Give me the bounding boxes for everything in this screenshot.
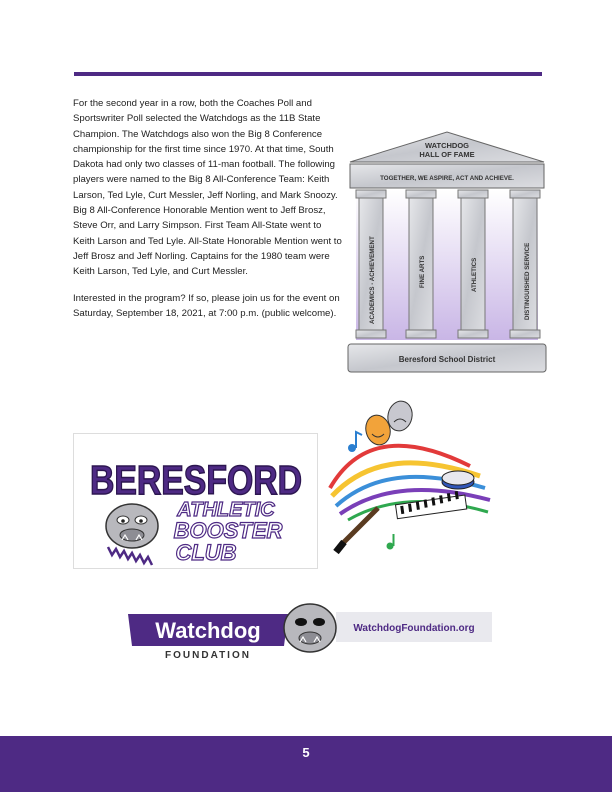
- hof-title-line-1: WATCHDOG: [424, 141, 470, 150]
- foundation-name: Watchdog: [155, 618, 261, 643]
- theater-masks-icon: [363, 399, 415, 448]
- article-body: [73, 96, 343, 332]
- pillar-label-fine-arts: FINE ARTS: [419, 255, 426, 288]
- booster-title: BERESFORD: [90, 457, 302, 503]
- pillar-4: [510, 190, 540, 338]
- hof-motto: TOGETHER, WE ASPIRE, ACT AND ACHIEVE.: [380, 175, 514, 182]
- bulldog-mascot-icon: [106, 504, 158, 565]
- drum-icon: [442, 471, 474, 489]
- piano-keys-icon: [395, 491, 466, 518]
- bulldog-mascot-icon: [284, 604, 336, 652]
- pillar-label-academics: ACADEMICS - ACHIEVEMENT: [369, 236, 376, 324]
- watchdog-foundation-logo: [128, 600, 493, 666]
- booster-line-4: CLUB: [175, 540, 237, 565]
- pillar-3: [458, 190, 488, 338]
- athletic-booster-club-logo: [73, 433, 318, 569]
- hof-title-line-2: HALL OF FAME: [419, 150, 475, 159]
- page-number: 5: [302, 745, 310, 760]
- article-paragraph-1: For the second year in a row, both the Coaches Poll and Sportswriter Poll selected the Watchdogs as the 11B State Champion. The Watchdogs also won the Big 8 Conference championship for the first time since 1970. At that time, South Dakota had only two classes of 11-man football. The following players were named to the Big 8 All-Conference Team: Keith Larson, Ted Lyle, Curt Messler, Jeff Norling, and Mark Snoozy. Big 8 All-Conference Honorable Mention went to Jeff Brosz, Steve Orr, and Larry Simpson. First Team All-State went to Keith Larson and Ted Lyle. All-State Honorable Mention went to Jeff Brosz and Jeff Norling. Captains for the 1980 team were Keith Larson, Ted Lyle, and Curt Messler.: [73, 98, 342, 278]
- article-paragraph-2: Interested in the program? If so, please join us for the event on Saturday, September 18, 2021, at 7:00 p.m. (public welcome).: [73, 292, 340, 319]
- pillar-label-athletics: ATHLETICS: [471, 257, 478, 292]
- hof-base-label: Beresford School District: [398, 355, 496, 364]
- hall-of-fame-illustration: [344, 126, 550, 378]
- foundation-subtitle: FOUNDATION: [165, 650, 251, 661]
- top-divider: [74, 72, 542, 76]
- fine-arts-illustration: [320, 396, 500, 572]
- booster-line-3: BOOSTER: [173, 518, 283, 543]
- foundation-website: WatchdogFoundation.org: [353, 623, 475, 634]
- booster-line-2: ATHLETIC: [177, 499, 275, 521]
- pillar-2: [406, 190, 436, 338]
- pillar-1: [356, 190, 386, 338]
- pillar-label-distinguished-service: DISTINGUISHED SERVICE: [524, 242, 531, 320]
